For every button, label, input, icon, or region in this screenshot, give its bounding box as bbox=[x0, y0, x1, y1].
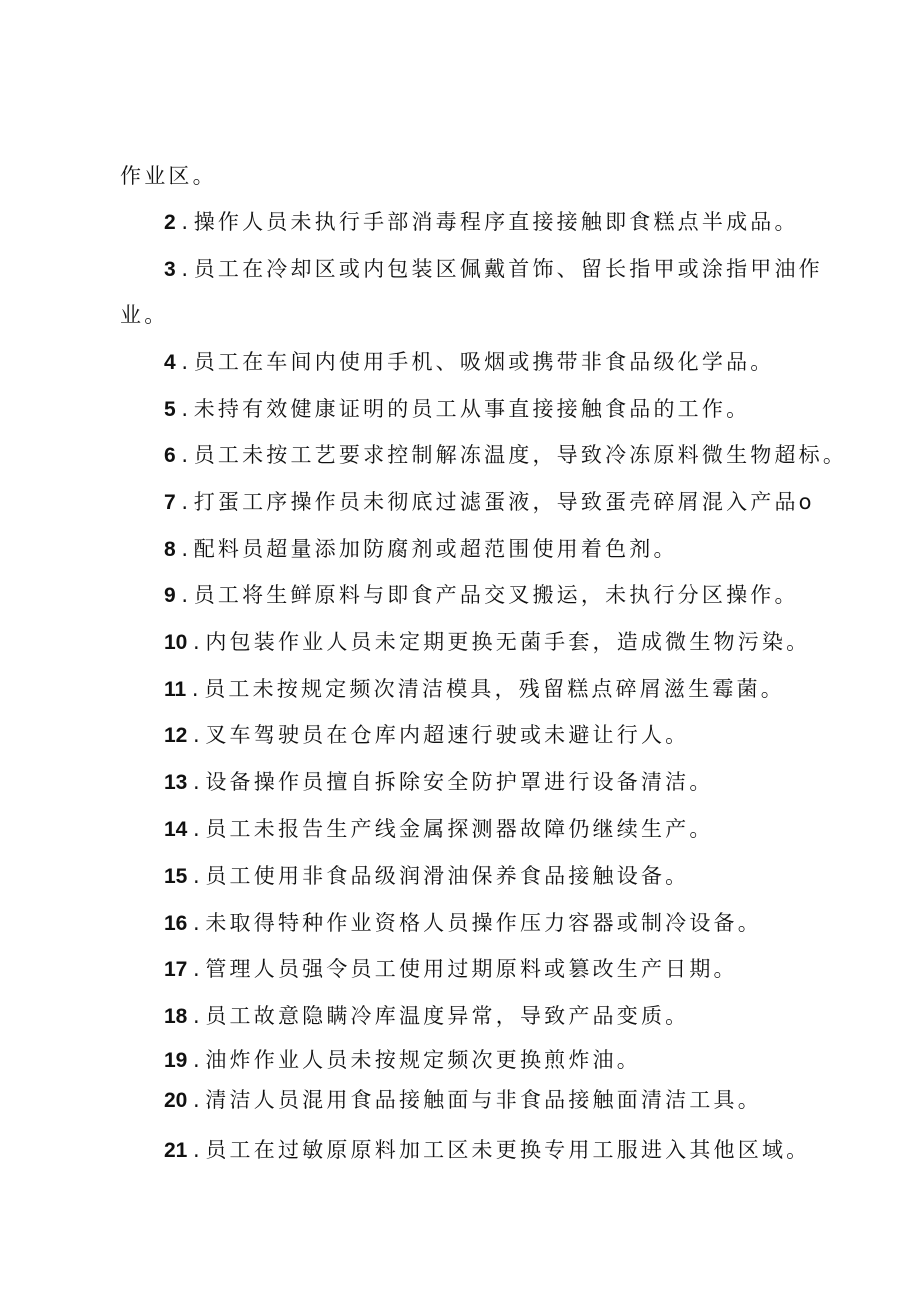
list-item bbox=[164, 816, 714, 843]
item-number: 8 bbox=[164, 538, 176, 561]
item-text: 业。 bbox=[120, 303, 169, 327]
list-item bbox=[164, 1087, 762, 1114]
item-separator: . bbox=[193, 1138, 200, 1162]
item-number: 14 bbox=[164, 818, 188, 841]
item-separator: . bbox=[193, 1004, 200, 1028]
item-text: 员工将生鲜原料与即食产品交叉搬运，未执行分区操作。 bbox=[193, 583, 799, 607]
item-separator: . bbox=[181, 210, 189, 234]
item-separator: . bbox=[193, 630, 200, 654]
item-separator: . bbox=[193, 723, 200, 747]
list-item bbox=[164, 956, 738, 983]
list-item bbox=[164, 442, 847, 469]
item-separator: . bbox=[181, 257, 189, 281]
item-text: 叉车驾驶员在仓库内超速行驶或未避让行人。 bbox=[205, 723, 690, 747]
list-item bbox=[164, 910, 762, 937]
list-item bbox=[164, 722, 689, 749]
item-text: 员工在过敏原原料加工区未更换专用工服进入其他区域。 bbox=[205, 1138, 811, 1162]
item-number: 13 bbox=[164, 771, 188, 794]
item-number: 16 bbox=[164, 912, 188, 935]
item-number: 6 bbox=[164, 444, 176, 467]
item-text: 未取得特种作业资格人员操作压力容器或制冷设备。 bbox=[205, 911, 762, 935]
list-item bbox=[164, 209, 799, 236]
item-number: 9 bbox=[164, 584, 176, 607]
item-separator: . bbox=[181, 350, 189, 374]
list-item bbox=[164, 489, 815, 516]
item-text: 员工未报告生产线金属探测器故障仍继续生产。 bbox=[205, 817, 714, 841]
item-text: 员工未按规定频次清洁模具，残留糕点碎屑滋生霉菌。 bbox=[204, 677, 786, 701]
item-separator: . bbox=[193, 864, 200, 888]
item-text: 内包装作业人员未定期更换无菌手套，造成微生物污染。 bbox=[205, 630, 811, 654]
item-number: 21 bbox=[164, 1139, 188, 1162]
item-number: 3 bbox=[164, 258, 176, 281]
item-separator: . bbox=[181, 443, 189, 467]
item-separator: . bbox=[193, 1088, 200, 1112]
item-text: 清洁人员混用食品接触面与非食品接触面清洁工具。 bbox=[205, 1088, 762, 1112]
item-separator: . bbox=[181, 537, 189, 561]
item-text: 员工未按工艺要求控制解冻温度，导致冷冻原料微生物超标。 bbox=[193, 443, 848, 467]
item-separator: . bbox=[193, 1048, 200, 1072]
item-text: 员工在冷却区或内包装区佩戴首饰、留长指甲或涂指甲油作 bbox=[193, 257, 823, 281]
list-item bbox=[164, 396, 750, 423]
list-item bbox=[164, 769, 714, 796]
item-separator: . bbox=[181, 490, 189, 514]
item-number: 19 bbox=[164, 1049, 188, 1072]
item-number: 10 bbox=[164, 631, 188, 654]
item-number: 2 bbox=[164, 211, 176, 234]
continuation-text: 作业区。 bbox=[120, 164, 217, 188]
item-separator: . bbox=[191, 677, 199, 701]
item-number: 7 bbox=[164, 491, 176, 514]
item-separator: . bbox=[193, 817, 200, 841]
list-item bbox=[164, 349, 775, 376]
item-text: 员工使用非食品级润滑油保养食品接触设备。 bbox=[205, 864, 690, 888]
item-separator: . bbox=[193, 911, 200, 935]
list-item bbox=[164, 1137, 810, 1164]
list-item-continuation bbox=[120, 302, 168, 328]
item-number: 4 bbox=[164, 351, 176, 374]
item-number: 20 bbox=[164, 1089, 188, 1112]
list-item bbox=[164, 1047, 641, 1074]
list-item bbox=[164, 582, 799, 609]
list-item bbox=[164, 863, 689, 890]
item-number: 5 bbox=[164, 398, 176, 421]
item-number: 18 bbox=[164, 1005, 188, 1028]
item-separator: . bbox=[181, 397, 189, 421]
list-item bbox=[164, 629, 810, 656]
item-separator: . bbox=[193, 770, 200, 794]
list-item bbox=[164, 1003, 689, 1030]
item-text: 管理人员强令员工使用过期原料或篡改生产日期。 bbox=[205, 957, 738, 981]
item-separator: . bbox=[181, 583, 189, 607]
item-text: 设备操作员擅自拆除安全防护罩进行设备清洁。 bbox=[205, 770, 714, 794]
item-text: 员工在车间内使用手机、吸烟或携带非食品级化学品。 bbox=[193, 350, 775, 374]
item-text: 员工故意隐瞒冷库温度异常，导致产品变质。 bbox=[205, 1004, 690, 1028]
list-item bbox=[164, 536, 678, 563]
item-number: 11 bbox=[164, 678, 187, 701]
item-text: 操作人员未执行手部消毒程序直接接触即食糕点半成品。 bbox=[193, 210, 799, 234]
continuation-line bbox=[120, 163, 217, 189]
list-item bbox=[164, 676, 785, 703]
item-separator: . bbox=[193, 957, 200, 981]
list-item bbox=[164, 256, 823, 283]
item-text: 油炸作业人员未按规定频次更换煎炸油。 bbox=[205, 1048, 641, 1072]
item-text: 打蛋工序操作员未彻底过滤蛋液，导致蛋壳碎屑混入产品o bbox=[193, 490, 815, 514]
item-text: 未持有效健康证明的员工从事直接接触食品的工作。 bbox=[193, 397, 751, 421]
item-number: 17 bbox=[164, 958, 188, 981]
item-number: 15 bbox=[164, 865, 188, 888]
item-number: 12 bbox=[164, 724, 188, 747]
item-text: 配料员超量添加防腐剂或超范围使用着色剂。 bbox=[193, 537, 678, 561]
